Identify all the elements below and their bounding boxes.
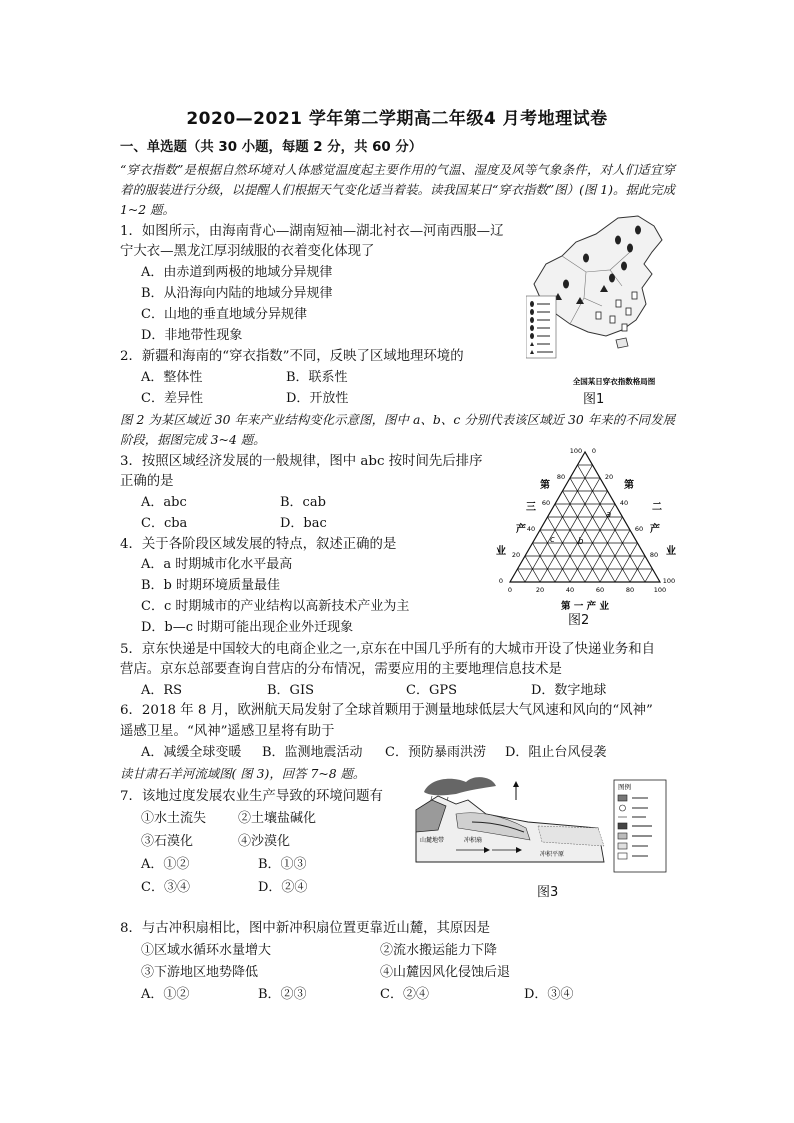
bottom-tick-20: 20 [535, 586, 545, 594]
q7-stem: 7．该地过度发展农业生产导致的环境问题有 [120, 789, 383, 804]
right-axis-label-4: 业 [666, 546, 676, 557]
point-label-a: a [606, 510, 612, 520]
q8-item-2: ②流水搬运能力下降 [380, 943, 498, 958]
left-axis-label-2: 三 [526, 502, 536, 513]
q6-stem-line1: 6．2018 年 8 月，欧洲航天局发射了全球首颗用于测量地球低层大气风速和风向的“风神” [120, 703, 653, 718]
q7-item-4: ④沙漠化 [238, 834, 291, 849]
q5-option-c: C．GPS [406, 683, 457, 698]
q1-stem-line1: 1．如图所示，由海南背心—湖南短袖—湖北衬衣—河南西服—辽 [120, 224, 504, 239]
q8-item-3: ③下游地区地势降低 [141, 965, 259, 980]
q8-option-c: C．②④ [380, 987, 429, 1002]
q3-stem-line2: 正确的是 [120, 474, 174, 489]
q3-option-b: B．cab [280, 495, 326, 510]
section-heading: 一、单选题（共 30 小题，每题 2 分，共 60 分） [120, 140, 423, 155]
q7-option-d: D．②④ [258, 880, 308, 895]
figure3-caption: 图3 [537, 885, 559, 900]
q2-option-c: C．差异性 [141, 391, 203, 406]
q6-option-a: A．减缓全球变暖 [141, 745, 242, 760]
q1-option-c: C．山地的垂直地域分异规律 [141, 307, 307, 322]
q6-option-c: C．预防暴雨洪涝 [385, 745, 486, 760]
left-axis-label-1: 第 [540, 480, 550, 491]
left-tick-20: 20 [511, 551, 521, 559]
bottom-tick-0: 0 [507, 586, 513, 594]
left-tick-60: 60 [541, 499, 551, 507]
intro-q7-8: 读甘肃石羊河流域图( 图 3)，回答 7~8 题。 [120, 766, 366, 781]
right-tick-60: 60 [634, 525, 644, 533]
q6-option-d: D．阻止台风侵袭 [505, 745, 607, 760]
bottom-axis-label: 第 一 产 业 [561, 601, 609, 612]
q7-option-b: B．①③ [258, 857, 307, 872]
q2-stem: 2．新疆和海南的“穿衣指数”不同，反映了区域地理环境的 [120, 349, 464, 364]
q1-option-b: B．从沿海向内陆的地域分异规律 [141, 286, 333, 301]
q2-option-a: A．整体性 [141, 370, 203, 385]
q7-item-3: ③石漠化 [141, 834, 194, 849]
q5-option-d: D．数字地球 [531, 683, 607, 698]
q1-option-a: A．由赤道到两极的地域分异规律 [141, 265, 333, 280]
q8-item-4: ④山麓因风化侵蚀后退 [380, 965, 511, 980]
q3-option-c: C．cba [141, 516, 188, 531]
q2-option-d: D．开放性 [286, 391, 349, 406]
left-tick-100: 100 [569, 447, 583, 455]
left-axis-label-3: 产 [516, 524, 526, 535]
q8-option-a: A．①② [141, 987, 190, 1002]
q5-option-b: B．GIS [267, 683, 314, 698]
left-tick-80: 80 [556, 473, 566, 481]
figure1-map-title: 全国某日穿衣指数格局图 [572, 377, 656, 386]
grid-line-right-diagonal [645, 569, 653, 582]
q6-stem-line2: 遥感卫星。“风神”遥感卫星将有助于 [120, 724, 335, 739]
right-tick-40: 40 [619, 499, 629, 507]
right-tick-0: 0 [591, 447, 597, 455]
q1-option-d: D．非地带性现象 [141, 328, 243, 343]
q8-stem: 8．与古冲积扇相比，图中新冲积扇位置更靠近山麓，其原因是 [120, 921, 491, 936]
left-axis-label-4: 业 [496, 546, 506, 557]
bottom-tick-80: 80 [625, 586, 635, 594]
bottom-tick-40: 40 [565, 586, 575, 594]
figure1-map [526, 212, 676, 388]
q4-option-d: D．b—c 时期可能出现企业外迁现象 [141, 620, 354, 635]
figure2-ternary-diagram [490, 442, 680, 622]
q8-option-b: B．②③ [258, 987, 307, 1002]
right-axis-label-1: 第 [624, 480, 634, 491]
legend-title: 图例 [618, 783, 631, 791]
grid-line-left-diagonal [548, 517, 586, 582]
q7-option-c: C．③④ [141, 880, 190, 895]
q5-option-a: A．RS [141, 683, 183, 698]
q5-stem-line1: 5．京东快递是中国较大的电商企业之一,京东在中国几乎所有的大城市开设了快递业务和自 [120, 642, 656, 657]
q7-option-a: A．①② [141, 857, 190, 872]
left-tick-0: 0 [498, 577, 504, 585]
figure3-block-diagram [408, 770, 673, 882]
q4-stem: 4．关于各阶段区域发展的特点，叙述正确的是 [120, 537, 397, 552]
left-tick-40: 40 [526, 525, 536, 533]
q7-item-2: ②土壤盐碱化 [238, 811, 317, 826]
intro-q3-4: 图 2 为某区域近 30 年来产业结构变化示意图，图中 a、b、c 分别代表该区域近 30 年来的不同发展阶段，据图完成 3~4 题。 [120, 412, 675, 447]
right-tick-80: 80 [649, 551, 659, 559]
exam-title: 2020—2021 学年第二学期高二年级4 月考地理试卷 [186, 109, 608, 129]
bottom-tick-100: 100 [653, 586, 667, 594]
figure1-caption: 图1 [583, 392, 605, 407]
q4-option-a: A．a 时期城市化水平最高 [141, 557, 293, 572]
right-tick-20: 20 [604, 473, 614, 481]
q6-option-b: B．监测地震活动 [262, 745, 363, 760]
q2-option-b: B．联系性 [286, 370, 348, 385]
label-alluvial-plain: 冲积平原 [540, 851, 565, 858]
q4-option-b: B．b 时期环境质量最佳 [141, 578, 281, 593]
label-piedmont: 山麓地带 [420, 837, 445, 844]
cloud-shape [424, 777, 496, 795]
grid-line-right-diagonal [525, 465, 593, 582]
q4-option-c: C．c 时期城市的产业结构以高新技术产业为主 [141, 599, 410, 614]
bottom-tick-60: 60 [595, 586, 605, 594]
q3-option-a: A．abc [141, 495, 187, 510]
right-axis-label-2: 二 [652, 502, 662, 513]
q3-option-d: D．bac [280, 516, 327, 531]
right-axis-label-3: 产 [650, 524, 660, 535]
point-label-b: b [578, 537, 584, 547]
grid-line-right-diagonal [585, 517, 623, 582]
q1-stem-line2: 宁大衣—黑龙江厚羽绒服的衣着变化体现了 [120, 244, 375, 259]
label-alluvial-fan: 冲积扇 [464, 837, 483, 844]
grid-line-left-diagonal [518, 569, 526, 582]
grid-line-left-diagonal [563, 491, 616, 582]
figure2-caption: 图2 [568, 613, 590, 628]
grid-line-left-diagonal [578, 465, 646, 582]
point-label-c: c [550, 535, 555, 545]
q7-item-1: ①水土流失 [141, 811, 207, 826]
q8-item-1: ①区域水循环水量增大 [141, 943, 272, 958]
intro-q1-2: “穿衣指数”是根据自然环境对人体感觉温度起主要作用的气温、湿度及风等气象条件，对人们适宜穿着的服装进行分级，以提醒人们根据天气变化适当着装。读我国某日“穿衣指数”图）(图 1)。据此完成 1~2 题。 [120, 162, 675, 217]
q3-stem-line1: 3．按照区域经济发展的一般规律，图中 abc 按时间先后排序 [120, 454, 483, 469]
q5-stem-line2: 营店。京东总部要查询自营店的分布情况，需要应用的主要地理信息技术是 [120, 662, 562, 677]
right-tick-100: 100 [662, 577, 676, 585]
q8-option-d: D．③④ [524, 987, 574, 1002]
